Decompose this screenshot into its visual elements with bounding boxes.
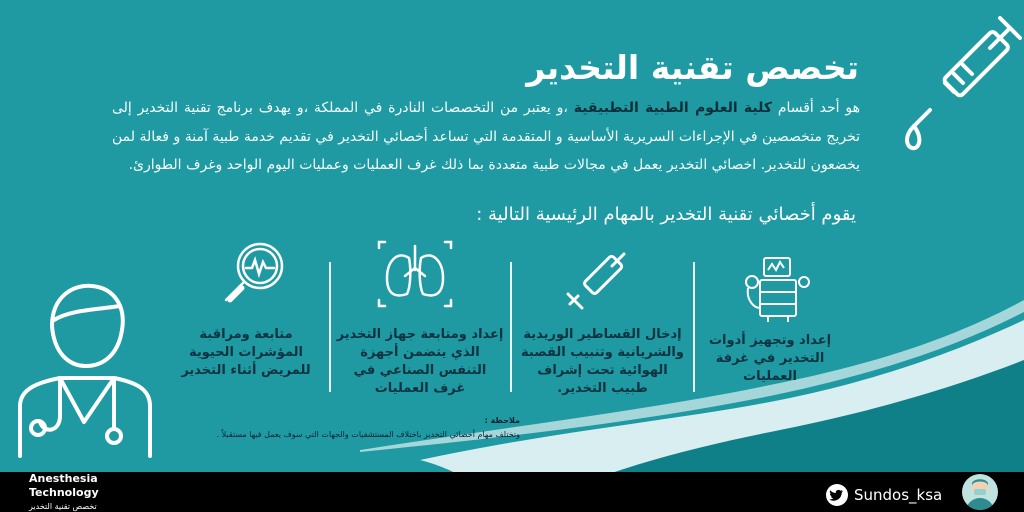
anesthesia-machine-icon — [738, 248, 818, 328]
divider — [693, 262, 695, 392]
doctor-illustration — [14, 266, 154, 466]
avatar — [962, 474, 998, 510]
note-title: ملاحظة : — [484, 416, 520, 425]
task-label: إعداد ومتابعة جهاز التخدير الذي يتضمن أجهزة التنفس الصناعي في غرف العمليات — [336, 327, 504, 396]
page-title: تخصص تقنية التخدير — [526, 48, 859, 87]
handle-text: Sundos_ksa — [854, 486, 943, 504]
twitter-handle[interactable] — [826, 484, 942, 506]
brand-line1: Anesthesia — [29, 472, 98, 485]
tasks-heading: يقوم أخصائي تقنية التخدير بالمهام الرئيسية التالية : — [476, 204, 856, 225]
intro-suffix: ،و يعتبر من التخصصات النادرة في المملكة ،و يهدف برنامج تقنية التخدير إلى تخريج متخصصين في الإجراءات السريرية الأساسية و المتقدمة التي تساعد أخصائي التخدير في تقديم خدمة طبية آمنة و فعالة لمن يخضعون للتخدير. اخصائي التخدير يعمل في مجالات طبية متعددة بما ذلك غرف العمليات وعمليات اليوم الواحد وغرف الطوارئ. — [112, 100, 860, 173]
task-label: إعداد وتجهيز أدوات التخدير في غرفة العمليات — [708, 333, 832, 384]
lungs-icon — [373, 238, 457, 310]
note — [192, 414, 520, 442]
brand-line3: تخصص تقنية التخدير — [29, 502, 97, 511]
twitter-icon — [826, 484, 848, 506]
task-label: إدخال القساطير الوريدية والشريانية وتنبيب القصبة الهوائية تحت إشراف طبيب التخدير. — [521, 327, 684, 396]
intro-highlight: كلية العلوم الطبية التطبيقية — [573, 100, 772, 116]
divider — [510, 262, 512, 392]
brand-line2: Technology — [29, 486, 99, 499]
intro-prefix: هو أحد أقسام — [771, 100, 860, 116]
brand-block — [29, 472, 99, 512]
vital-signs-magnifier-icon — [216, 238, 292, 314]
note-text: وتختلف مهام أخصائي التخدير باختلاف المستشفيات والجهات التي سوف يعمل فيها مستقبلاً . — [216, 430, 520, 439]
syringe-icon — [562, 250, 638, 314]
divider — [329, 262, 331, 392]
intro-paragraph — [112, 94, 860, 180]
task-label: متابعة ومراقبة المؤشرات الحيوية للمريض أثناء التخدير — [181, 327, 311, 378]
syringe-large-icon — [882, 8, 1024, 158]
